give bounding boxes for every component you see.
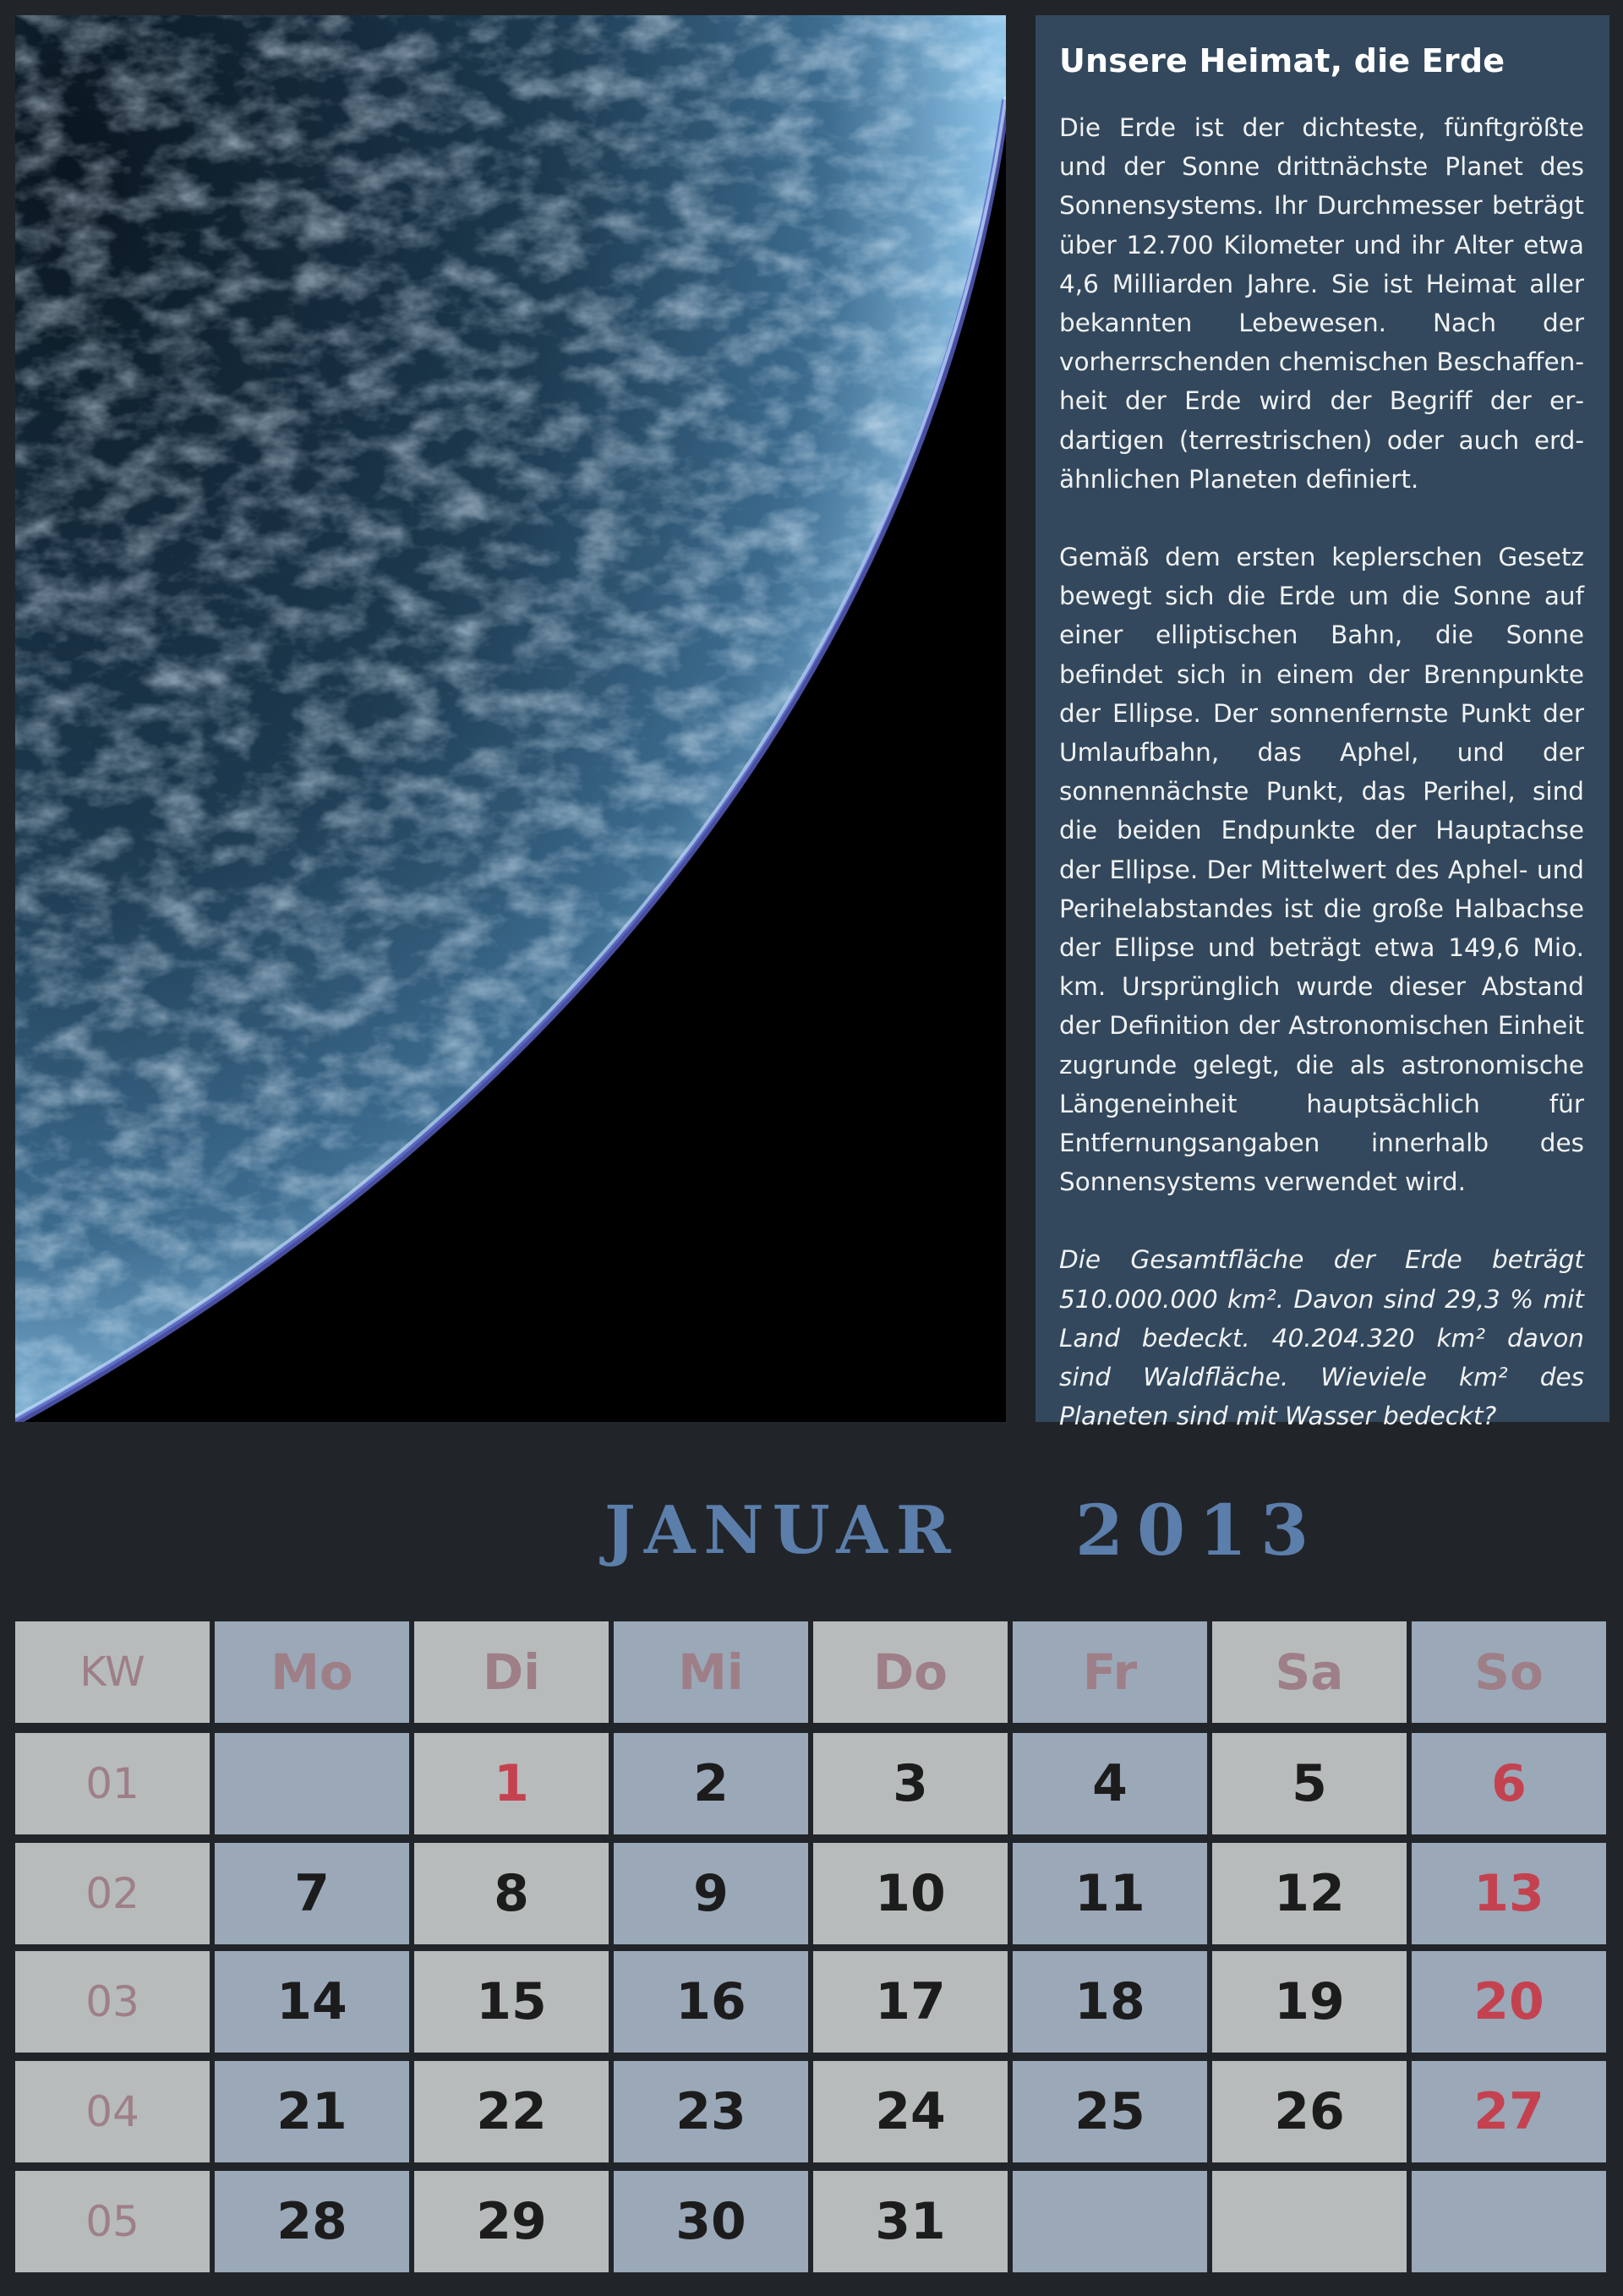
day-cell: 17 — [813, 1951, 1008, 2053]
day-cell: 31 — [813, 2171, 1008, 2272]
empty-day-cell — [215, 1733, 409, 1834]
article-paragraph-2: Gemäß dem ersten keplerschen Gesetz bewegt sich die Erde um die Sonne auf einer elliptischen Bahn, die Sonne befindet sich in einem der Brennpunkte der Ellipse. Der sonnenfernste Punkt der Umlaufbahn, das Aphel, und der sonnennächste Punkt, das Perihel, sind die beiden Endpunkte der Hauptachse der Ellipse. Der Mittelwert des Aphel- und Perihelabstandes ist die große Halbachse der Ellipse und beträgt etwa 149,6 Mio. km. Ursprünglich wurde dieser Abstand der Definition der Astronomischen Einheit zugrunde gelegt, die als astronomische Längeneinheit hauptsächlich für Entfernungsangaben innerhalb des Sonnensystems verwendet wird. — [1059, 543, 1584, 1197]
year-label: 2013 — [1075, 1490, 1323, 1572]
header-do: Do — [813, 1621, 1008, 1723]
week-number: 05 — [15, 2171, 210, 2272]
day-cell: 1 — [414, 1733, 609, 1834]
calendar-title — [0, 1490, 1623, 1572]
empty-day-cell — [1412, 2171, 1606, 2272]
day-cell: 13 — [1412, 1843, 1606, 1944]
day-cell: 27 — [1412, 2061, 1606, 2162]
header-mi: Mi — [614, 1621, 808, 1723]
day-cell: 14 — [215, 1951, 409, 2053]
header-so: So — [1412, 1621, 1606, 1723]
header-sa: Sa — [1212, 1621, 1407, 1723]
day-cell: 26 — [1212, 2061, 1407, 2162]
header-kw: KW — [15, 1621, 210, 1723]
earth-from-space-image — [15, 15, 1006, 1422]
header-mo: Mo — [215, 1621, 409, 1723]
week-number: 03 — [15, 1951, 210, 2053]
day-cell: 19 — [1212, 1951, 1407, 2053]
article-paragraph-1: Die Erde ist der dichteste, fünftgrößte und der Sonne drittnächste Planet des Sonnensystems. Ihr Durchmesser beträgt über 12.700 Kilometer und ihr Alter etwa 4,6 Milliarden Jahre. Sie ist Heimat aller bekannten Lebewesen. Nach der vorherrschenden chemischen Beschaffenheit der Erde wird der Begriff der erdartigen (terrestrischen) oder auch erdähnlichen Planeten definiert. — [1059, 113, 1584, 494]
article-panel — [1036, 15, 1609, 1431]
week-number: 02 — [15, 1843, 210, 1944]
day-cell: 12 — [1212, 1843, 1407, 1944]
empty-day-cell — [1013, 2171, 1207, 2272]
day-cell: 9 — [614, 1843, 808, 1944]
header-di: Di — [414, 1621, 609, 1723]
calendar-grid — [15, 1621, 1609, 2282]
day-cell: 4 — [1013, 1733, 1207, 1834]
day-cell: 29 — [414, 2171, 609, 2272]
day-cell: 8 — [414, 1843, 609, 1944]
day-cell: 25 — [1013, 2061, 1207, 2162]
day-cell: 23 — [614, 2061, 808, 2162]
article-question: Die Gesamtfläche der Erde beträgt 510.000.000 km². Davon sind 29,3 % mit Land bedeckt. 40.204.320 km² davon sind Waldfläche. Wieviele km² des Planeten sind mit Wasser bedeckt? — [1059, 1245, 1584, 1431]
week-number: 04 — [15, 2061, 210, 2162]
article-title: Unsere Heimat, die Erde — [1059, 42, 1506, 79]
empty-day-cell — [1212, 2171, 1407, 2272]
day-cell: 10 — [813, 1843, 1008, 1944]
day-cell: 30 — [614, 2171, 808, 2272]
day-cell: 6 — [1412, 1733, 1606, 1834]
day-cell: 3 — [813, 1733, 1008, 1834]
week-number: 01 — [15, 1733, 210, 1834]
day-cell: 15 — [414, 1951, 609, 2053]
month-name: JANUAR — [604, 1492, 959, 1569]
earth-photo — [15, 15, 1006, 1422]
day-cell: 16 — [614, 1951, 808, 2053]
day-cell: 18 — [1013, 1951, 1207, 2053]
day-cell: 20 — [1412, 1951, 1606, 2053]
day-cell: 22 — [414, 2061, 609, 2162]
day-cell: 11 — [1013, 1843, 1207, 1944]
day-cell: 21 — [215, 2061, 409, 2162]
day-cell: 5 — [1212, 1733, 1407, 1834]
day-cell: 28 — [215, 2171, 409, 2272]
header-fr: Fr — [1013, 1621, 1207, 1723]
day-cell: 2 — [614, 1733, 808, 1834]
day-cell: 24 — [813, 2061, 1008, 2162]
day-cell: 7 — [215, 1843, 409, 1944]
